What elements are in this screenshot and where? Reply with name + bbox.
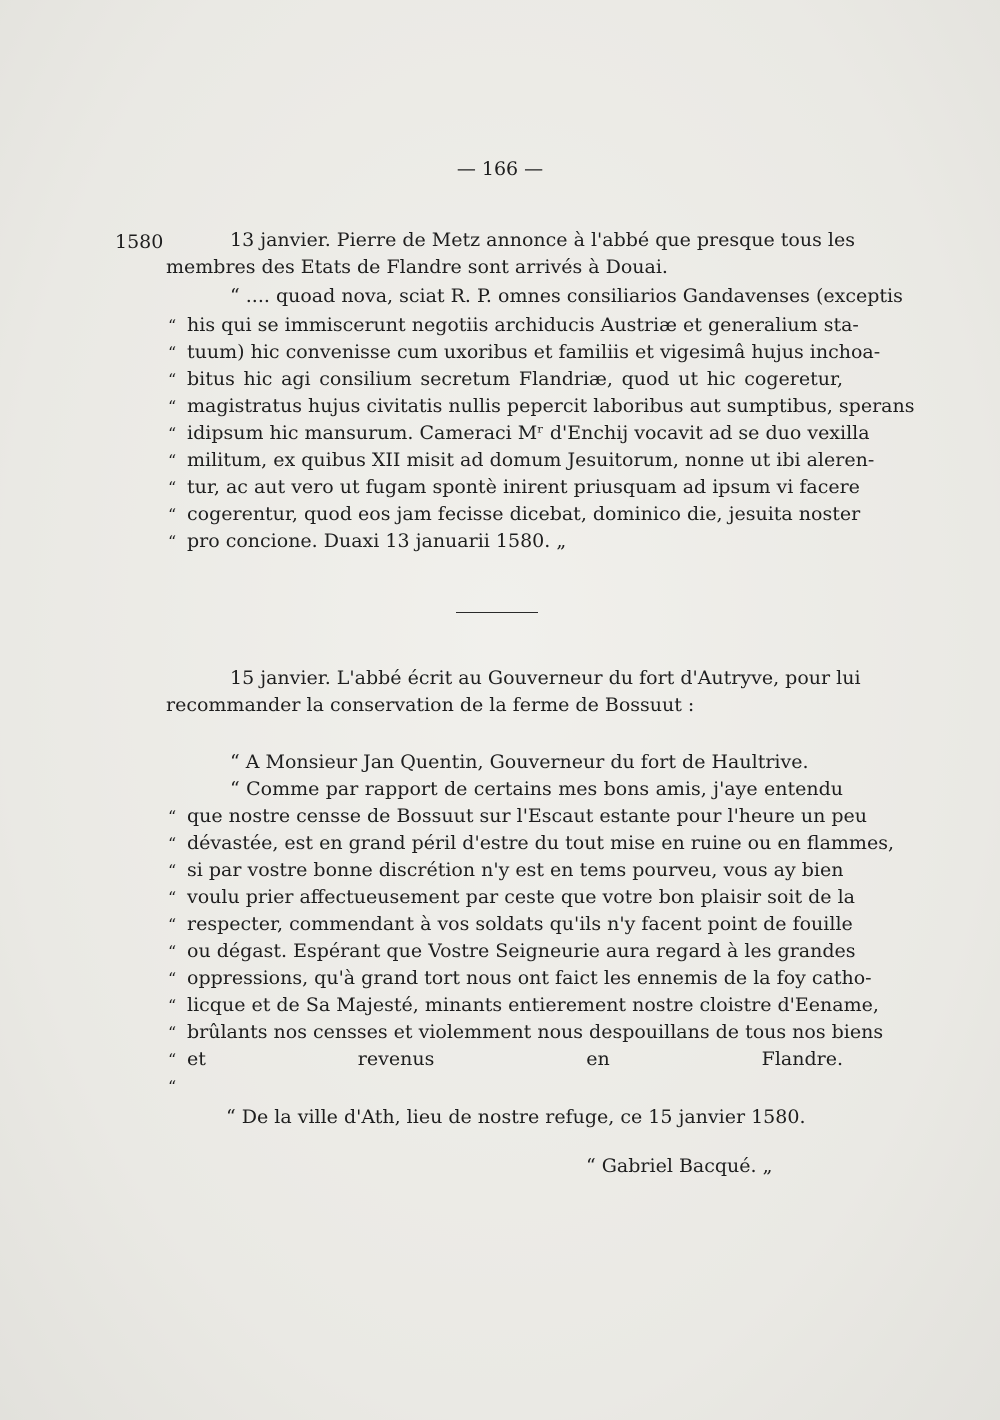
letter2-address: “ A Monsieur Jan Quentin, Gouverneur du fort de Haultrive.	[230, 751, 809, 773]
letter1-latin-line: tur, ac aut vero ut fugam spontè inirent priusquam ad ipsum vi facere	[187, 476, 860, 498]
letter2-body-line: oppressions, qu'à grand tort nous ont faict les ennemis de la foy catho-	[187, 967, 872, 989]
section-separator	[456, 612, 538, 613]
quote-mark: “	[168, 1050, 177, 1069]
quote-mark: “	[168, 807, 177, 826]
quote-mark: “	[168, 861, 177, 880]
letter2-signature: “ Gabriel Bacqué. „	[586, 1155, 773, 1177]
letter1-intro-line-1: 13 janvier. Pierre de Metz annonce à l'abbé que presque tous les	[230, 229, 855, 251]
letter2-body-opening: “ Comme par rapport de certains mes bons amis, j'aye entendu	[230, 778, 843, 800]
quote-mark: “	[168, 343, 177, 362]
letter1-latin-line-last: pro concione. Duaxi 13 januarii 1580. „	[187, 530, 567, 552]
quote-mark: “	[168, 532, 177, 551]
margin-year: 1580	[115, 231, 164, 253]
quote-mark: “	[168, 424, 177, 443]
letter1-latin-line: magistratus hujus civitatis nullis pepercit laboribus aut sumptibus, sperans	[187, 395, 915, 417]
letter1-latin-line: tuum) hic convenisse cum uxoribus et familiis et vigesimâ hujus inchoa-	[187, 341, 881, 363]
letter1-latin-opening: “ .... quoad nova, sciat R. P. omnes consiliarios Gandavenses (exceptis	[230, 285, 903, 307]
letter2-dateline: “ De la ville d'Ath, lieu de nostre refuge, ce 15 janvier 1580.	[226, 1106, 806, 1128]
quote-mark: “	[168, 505, 177, 524]
quote-mark: “	[168, 942, 177, 961]
quote-mark: “	[168, 996, 177, 1015]
letter2-intro-line-2: recommander la conservation de la ferme de Bossuut :	[166, 694, 695, 716]
letter2-body-line: brûlants nos censses et violemment nous despouillans de tous nos biens	[187, 1021, 884, 1043]
quote-mark: “	[168, 451, 177, 470]
quote-mark: “	[168, 1077, 177, 1096]
quote-mark: “	[168, 915, 177, 934]
quote-mark: “	[168, 888, 177, 907]
letter1-latin-line: idipsum hic mansurum. Cameraci Mʳ d'Enchij vocavit ad se duo vexilla	[187, 422, 870, 444]
quote-mark: “	[168, 370, 177, 389]
letter2-body-line: et revenus en Flandre.	[187, 1048, 843, 1070]
letter2-body-line: licque et de Sa Majesté, minants entierement nostre cloistre d'Eename,	[187, 994, 879, 1016]
letter2-body-line: respecter, commendant à vos soldats qu'ils n'y facent point de fouille	[187, 913, 853, 935]
letter1-latin-line: cogerentur, quod eos jam fecisse dicebat, dominico die, jesuita noster	[187, 503, 861, 525]
quote-mark: “	[168, 1023, 177, 1042]
quote-mark: “	[168, 834, 177, 853]
quote-mark: “	[168, 316, 177, 335]
letter2-body-line: si par vostre bonne discrétion n'y est en tems pourveu, vous ay bien	[187, 859, 844, 881]
letter1-latin-line: his qui se immiscerunt negotiis archiducis Austriæ et generalium sta-	[187, 314, 859, 336]
quote-mark: “	[168, 969, 177, 988]
quote-mark: “	[168, 478, 177, 497]
quote-mark: “	[168, 397, 177, 416]
letter1-intro-line-2: membres des Etats de Flandre sont arrivés à Douai.	[166, 256, 668, 278]
letter2-intro-line-1: 15 janvier. L'abbé écrit au Gouverneur du fort d'Autryve, pour lui	[230, 667, 861, 689]
letter2-body-line: dévastée, est en grand péril d'estre du tout mise en ruine ou en flammes,	[187, 832, 894, 854]
letter2-body-line: ou dégast. Espérant que Vostre Seigneurie aura regard à les grandes	[187, 940, 856, 962]
letter2-body-line: que nostre censse de Bossuut sur l'Escaut estante pour l'heure un peu	[187, 805, 868, 827]
letter2-body-line: voulu prier affectueusement par ceste que votre bon plaisir soit de la	[187, 886, 855, 908]
letter1-latin-line: militum, ex quibus XII misit ad domum Jesuitorum, nonne ut ibi aleren-	[187, 449, 875, 471]
letter1-latin-line: bitus hic agi consilium secretum Flandriæ, quod ut hic cogeretur,	[187, 368, 843, 390]
page-number: — 166 —	[456, 158, 544, 180]
